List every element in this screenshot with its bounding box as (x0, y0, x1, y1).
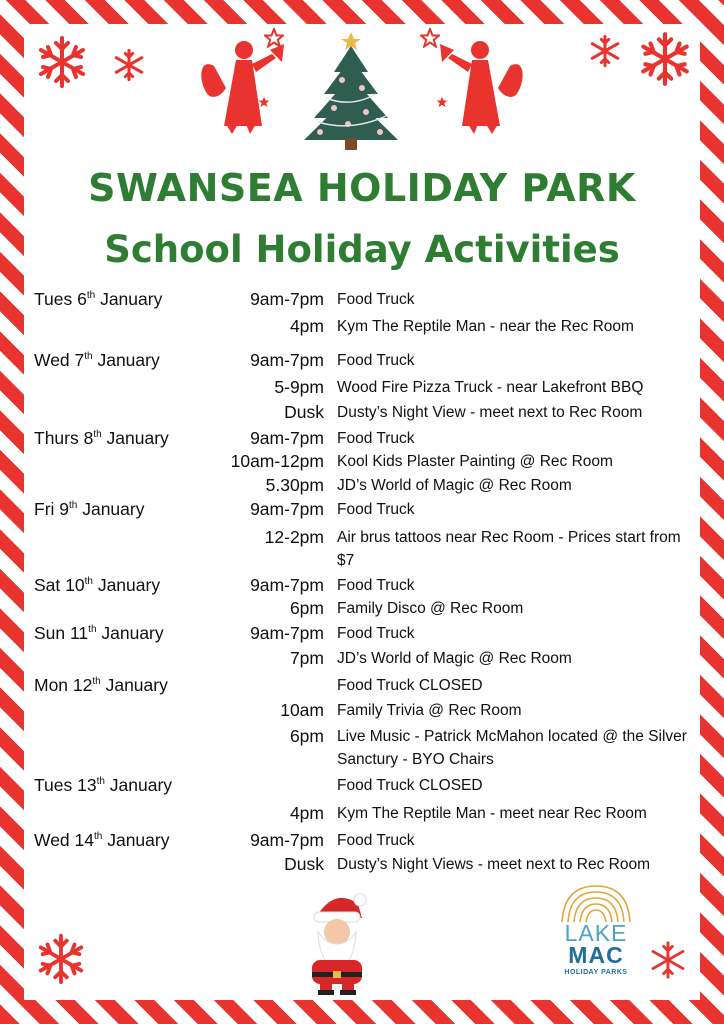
day-name: Tues 13 (34, 775, 97, 795)
activity-description: Dusty’s Night View - meet next to Rec Room (337, 404, 643, 421)
lake-mac-logo (556, 880, 636, 980)
day-ordinal: th (96, 776, 105, 788)
day-label (34, 428, 169, 449)
logo-text-holiday-parks: HOLIDAY PARKS (564, 969, 628, 976)
day-ordinal: th (84, 576, 93, 588)
activity-description: Kool Kids Plaster Painting @ Rec Room (337, 453, 613, 470)
day-name: Fri 9 (34, 499, 69, 519)
activity-time: 4pm (289, 803, 324, 823)
activity-description: Food Truck (337, 291, 415, 308)
activity-description: Food Truck CLOSED (337, 777, 483, 794)
day-month: January (92, 350, 160, 370)
activity-time: 9am-7pm (250, 289, 324, 309)
activity-description: Air brus tattoos near Rec Room - Prices start from $7 (337, 529, 681, 569)
logo-text-lake: LAKE (564, 920, 628, 946)
activity-description: Food Truck (337, 501, 415, 518)
park-title: SWANSEA HOLIDAY PARK (88, 166, 636, 210)
activity-description: Dusty’s Night Views - meet next to Rec Room (337, 856, 650, 873)
logo-text-mac: MAC (568, 942, 624, 968)
day-month: January (104, 775, 173, 795)
activity-time: 10am-12pm (230, 451, 324, 471)
day-name: Wed 14 (34, 830, 94, 850)
day-name: Sat 10 (34, 575, 85, 595)
activity-description: Food Truck (337, 352, 415, 369)
activity-description: Family Trivia @ Rec Room (337, 702, 522, 719)
activity-description: Wood Fire Pizza Truck - near Lakefront BBQ (337, 379, 644, 396)
activity-description: Food Truck (337, 832, 415, 849)
activity-time: 12-2pm (264, 527, 324, 547)
activity-time: 6pm (289, 726, 324, 746)
activity-description: Family Disco @ Rec Room (337, 600, 524, 617)
day-month: January (102, 830, 170, 850)
activity-description: Food Truck (337, 430, 415, 447)
activity-description: JD’s World of Magic @ Rec Room (337, 650, 572, 667)
day-label (34, 575, 160, 596)
day-name: Tues 6 (34, 289, 87, 309)
day-month: January (101, 428, 169, 448)
activity-time: 10am (280, 700, 324, 720)
day-month: January (100, 675, 168, 695)
day-label (34, 289, 162, 310)
santa-icon (300, 888, 374, 996)
activity-time: 9am-7pm (250, 428, 324, 448)
activity-time: 9am-7pm (250, 623, 324, 643)
activity-time: 5.30pm (265, 475, 324, 495)
activity-description: Food Truck (337, 625, 415, 642)
day-month: January (92, 575, 161, 595)
day-ordinal: th (94, 831, 103, 843)
day-label (34, 830, 169, 851)
day-ordinal: th (69, 500, 78, 512)
activity-time: 9am-7pm (250, 830, 324, 850)
day-label (34, 775, 172, 796)
day-ordinal: th (92, 676, 101, 688)
activity-time: 9am-7pm (250, 499, 324, 519)
activity-time: 4pm (289, 316, 324, 336)
fingerprint-icon (556, 880, 636, 924)
activity-description: Live Music - Patrick McMahon located @ the Silver Sanctury - BYO Chairs (337, 728, 687, 768)
activity-time: 7pm (289, 648, 324, 668)
activity-description: Food Truck CLOSED (337, 677, 483, 694)
day-name: Sun 11 (34, 623, 89, 643)
day-name: Thurs 8 (34, 428, 94, 448)
day-label (34, 675, 168, 696)
day-ordinal: th (84, 351, 93, 363)
day-month: January (96, 623, 164, 643)
activity-time: 9am-7pm (250, 350, 324, 370)
day-label (34, 350, 160, 371)
activity-time: Dusk (284, 854, 324, 874)
activity-time: 5-9pm (274, 377, 324, 397)
activity-time: Dusk (284, 402, 324, 422)
day-label (34, 499, 144, 520)
page-subtitle: School Holiday Activities (104, 228, 620, 271)
day-month: January (77, 499, 145, 519)
activity-description: Kym The Reptile Man - near the Rec Room (337, 318, 634, 335)
day-month: January (95, 289, 163, 309)
activity-time: 6pm (289, 598, 324, 618)
day-ordinal: th (86, 290, 96, 302)
activity-description: JD’s World of Magic @ Rec Room (337, 477, 572, 494)
activity-time: 9am-7pm (250, 575, 324, 595)
activity-description: Kym The Reptile Man - meet near Rec Room (337, 805, 647, 822)
day-label (34, 623, 164, 644)
day-name: Wed 7 (34, 350, 85, 370)
day-name: Mon 12 (34, 675, 93, 695)
activity-description: Food Truck (337, 577, 415, 594)
day-ordinal: th (88, 624, 97, 636)
day-ordinal: th (93, 429, 102, 441)
